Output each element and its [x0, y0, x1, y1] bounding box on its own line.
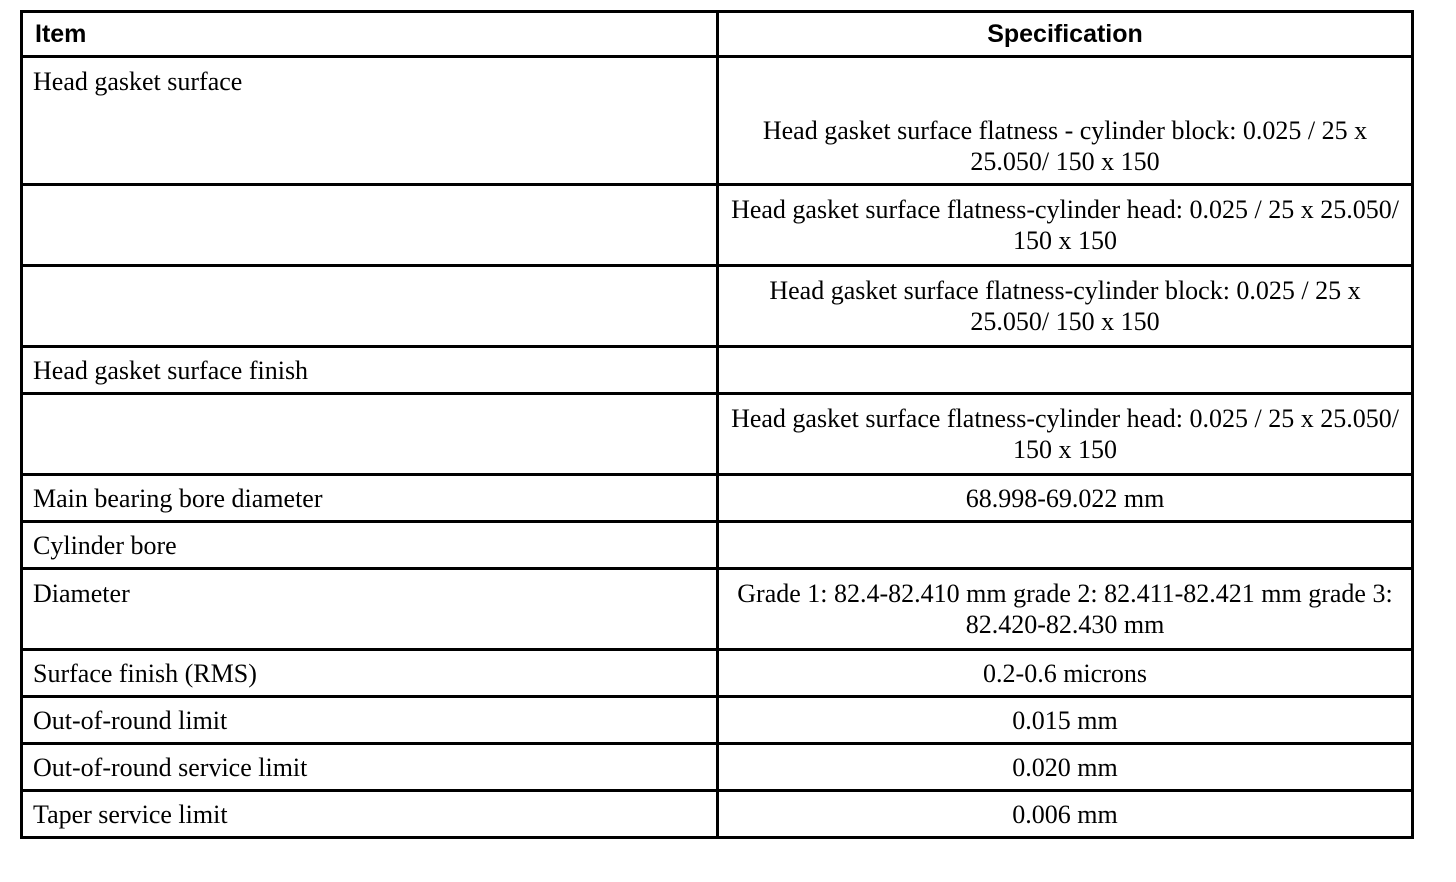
item-cell: [22, 185, 718, 266]
table-row: [22, 744, 1413, 791]
table-header-row: [22, 12, 1413, 57]
table-row: [22, 475, 1413, 522]
spec-cell: Head gasket surface flatness-cylinder block: 0.025 / 25 x 25.050/ 150 x 150: [718, 266, 1413, 347]
table-row: [22, 57, 1413, 185]
spec-cell: 0.015 mm: [718, 697, 1413, 744]
item-cell: Cylinder bore: [22, 522, 718, 569]
spec-cell: 0.020 mm: [718, 744, 1413, 791]
specification-table: [20, 10, 1414, 839]
item-cell: Out-of-round service limit: [22, 744, 718, 791]
spec-cell: 0.2-0.6 microns: [718, 650, 1413, 697]
item-cell: [22, 394, 718, 475]
table-row: [22, 394, 1413, 475]
table-row: [22, 185, 1413, 266]
item-cell: Head gasket surface: [22, 57, 718, 185]
table-row: [22, 791, 1413, 838]
table-row: [22, 697, 1413, 744]
spec-cell: 0.006 mm: [718, 791, 1413, 838]
spec-cell: Head gasket surface flatness - cylinder block: 0.025 / 25 x 25.050/ 150 x 150: [718, 57, 1413, 185]
column-header-specification: Specification: [718, 12, 1413, 57]
item-cell: Diameter: [22, 569, 718, 650]
table-row: [22, 569, 1413, 650]
table-row: [22, 650, 1413, 697]
item-cell: [22, 266, 718, 347]
spec-cell: Head gasket surface flatness-cylinder head: 0.025 / 25 x 25.050/ 150 x 150: [718, 394, 1413, 475]
item-cell: Main bearing bore diameter: [22, 475, 718, 522]
spec-cell: Grade 1: 82.4-82.410 mm grade 2: 82.411-82.421 mm grade 3: 82.420-82.430 mm: [718, 569, 1413, 650]
table-row: [22, 266, 1413, 347]
spec-cell: 68.998-69.022 mm: [718, 475, 1413, 522]
item-cell: Head gasket surface finish: [22, 347, 718, 394]
table-row: [22, 522, 1413, 569]
column-header-item: Item: [22, 12, 718, 57]
item-cell: Taper service limit: [22, 791, 718, 838]
spec-cell: [718, 522, 1413, 569]
item-cell: Surface finish (RMS): [22, 650, 718, 697]
table-row: [22, 347, 1413, 394]
spec-cell: [718, 347, 1413, 394]
spec-cell: Head gasket surface flatness-cylinder head: 0.025 / 25 x 25.050/ 150 x 150: [718, 185, 1413, 266]
item-cell: Out-of-round limit: [22, 697, 718, 744]
